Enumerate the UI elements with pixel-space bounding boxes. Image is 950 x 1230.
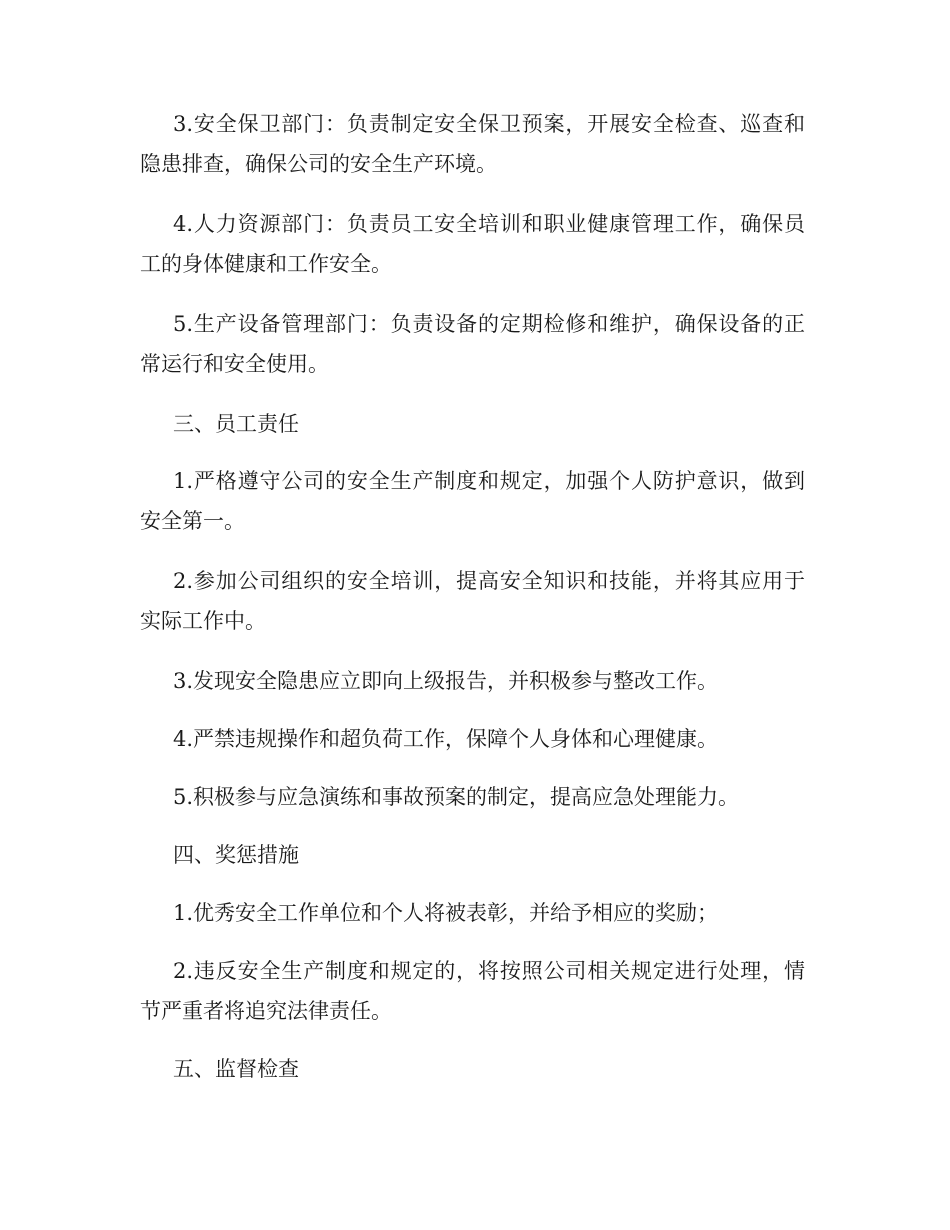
paragraph-reward-1: 1.优秀安全工作单位和个人将被表彰，并给予相应的奖励； [173,901,719,925]
paragraph-employee-1-line-2: 安全第一。 [140,509,245,533]
paragraph-penalty-2-line-2: 节严重者将追究法律责任。 [140,999,392,1023]
section-heading-rewards-penalties: 四、奖惩措施 [173,843,299,867]
paragraph-equipment-dept-line-2: 常运行和安全使用。 [140,352,329,376]
paragraph-security-dept-line-1: 3.安全保卫部门：负责制定安全保卫预案，开展安全检查、巡查和 [173,112,805,136]
paragraph-penalty-2-line-1: 2.违反安全生产制度和规定的，将按照公司相关规定进行处理，情 [173,959,805,983]
section-heading-supervision-inspection: 五、监督检查 [173,1057,299,1081]
paragraph-security-dept-line-2: 隐患排查，确保公司的安全生产环境。 [140,152,497,176]
paragraph-employee-3: 3.发现安全隐患应立即向上级报告，并积极参与整改工作。 [173,669,719,693]
paragraph-employee-5: 5.积极参与应急演练和事故预案的制定，提高应急处理能力。 [173,785,740,809]
paragraph-hr-dept-line-2: 工的身体健康和工作安全。 [140,252,392,276]
paragraph-equipment-dept-line-1: 5.生产设备管理部门：负责设备的定期检修和维护，确保设备的正 [173,312,805,336]
section-heading-employee-responsibility: 三、员工责任 [173,412,299,436]
paragraph-employee-2-line-1: 2.参加公司组织的安全培训，提高安全知识和技能，并将其应用于 [173,569,805,593]
paragraph-employee-2-line-2: 实际工作中。 [140,609,266,633]
paragraph-employee-1-line-1: 1.严格遵守公司的安全生产制度和规定，加强个人防护意识，做到 [173,469,805,493]
paragraph-hr-dept-line-1: 4.人力资源部门：负责员工安全培训和职业健康管理工作，确保员 [173,212,805,236]
paragraph-employee-4: 4.严禁违规操作和超负荷工作，保障个人身体和心理健康。 [173,727,719,751]
